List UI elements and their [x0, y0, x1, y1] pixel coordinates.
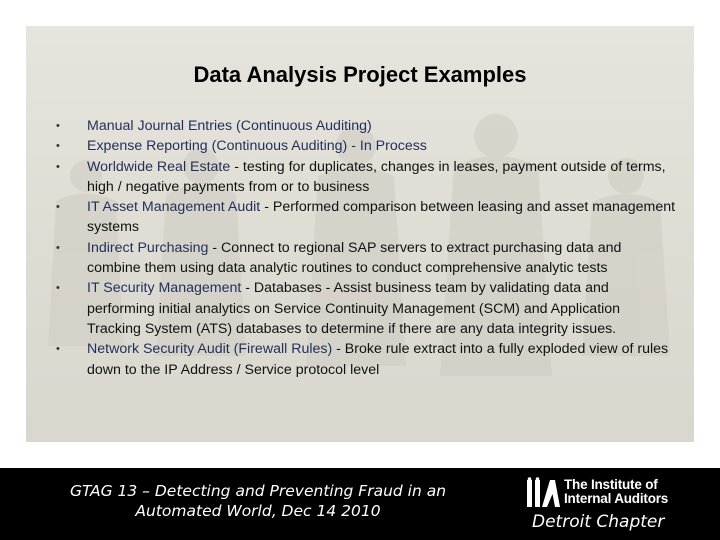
bullet-marker: • — [56, 140, 60, 153]
bullet-marker: • — [56, 201, 60, 214]
bullet-heading: Network Security Audit (Firewall Rules) — [87, 341, 333, 358]
bullet-heading: Worldwide Real Estate — [87, 158, 231, 175]
footer-event-text — [38, 481, 478, 521]
list-item — [56, 278, 676, 339]
chapter-name: Detroit Chapter — [532, 512, 665, 532]
bullet-marker: • — [56, 120, 60, 132]
bullet-heading: Manual Journal Entries (Continuous Auditing) — [87, 118, 372, 134]
iia-logo-icon — [526, 477, 560, 509]
footer-event-line-2: Automated World, Dec 14 2010 — [135, 502, 381, 520]
bullet-marker: • — [56, 282, 60, 295]
bullet-detail: - Performed comparison between leasing and asset management systems — [87, 199, 676, 236]
list-item — [56, 339, 676, 380]
bullet-heading: IT Asset Management Audit — [87, 199, 261, 216]
bullet-detail: - Broke rule extract into a fully exploded view of rules down to the IP Address / Service protocol level — [87, 341, 669, 378]
slide-title: Data Analysis Project Examples — [193, 62, 527, 87]
bullet-detail: - testing for duplicates, changes in leases, payment outside of terms, high / negative payments from or to business — [87, 158, 666, 195]
bullet-detail: - Databases - Assist business team by validating data and performing initial analytics on Service Continuity Management (SCM) and Application Tracking System (ATS) databases to determine if there are any data integrity issues. — [87, 280, 621, 337]
bullet-marker: • — [56, 343, 60, 356]
list-item — [56, 197, 676, 238]
iia-name-line-2: Internal Auditors — [564, 491, 669, 506]
bullet-marker: • — [56, 160, 60, 173]
list-item — [56, 116, 676, 136]
list-item — [56, 136, 676, 156]
iia-logo — [526, 477, 686, 509]
bullet-list — [56, 116, 676, 380]
list-item — [56, 238, 676, 279]
footer-event-line-1: GTAG 13 – Detecting and Preventing Fraud in an — [69, 482, 447, 500]
bullet-heading: IT Security Management — [87, 280, 242, 297]
iia-name-line-1: The Institute of — [564, 477, 658, 492]
bullet-detail: - Connect to regional SAP servers to extract purchasing data and combine them using data analytic routines to conduct comprehensive analytic tests — [87, 239, 622, 277]
bullet-heading: Indirect Purchasing — [87, 239, 209, 256]
iia-name — [564, 478, 668, 506]
list-item — [56, 157, 676, 198]
bullet-marker: • — [56, 241, 60, 254]
bullet-heading: Expense Reporting (Continuous Auditing) - In Process — [87, 138, 427, 155]
